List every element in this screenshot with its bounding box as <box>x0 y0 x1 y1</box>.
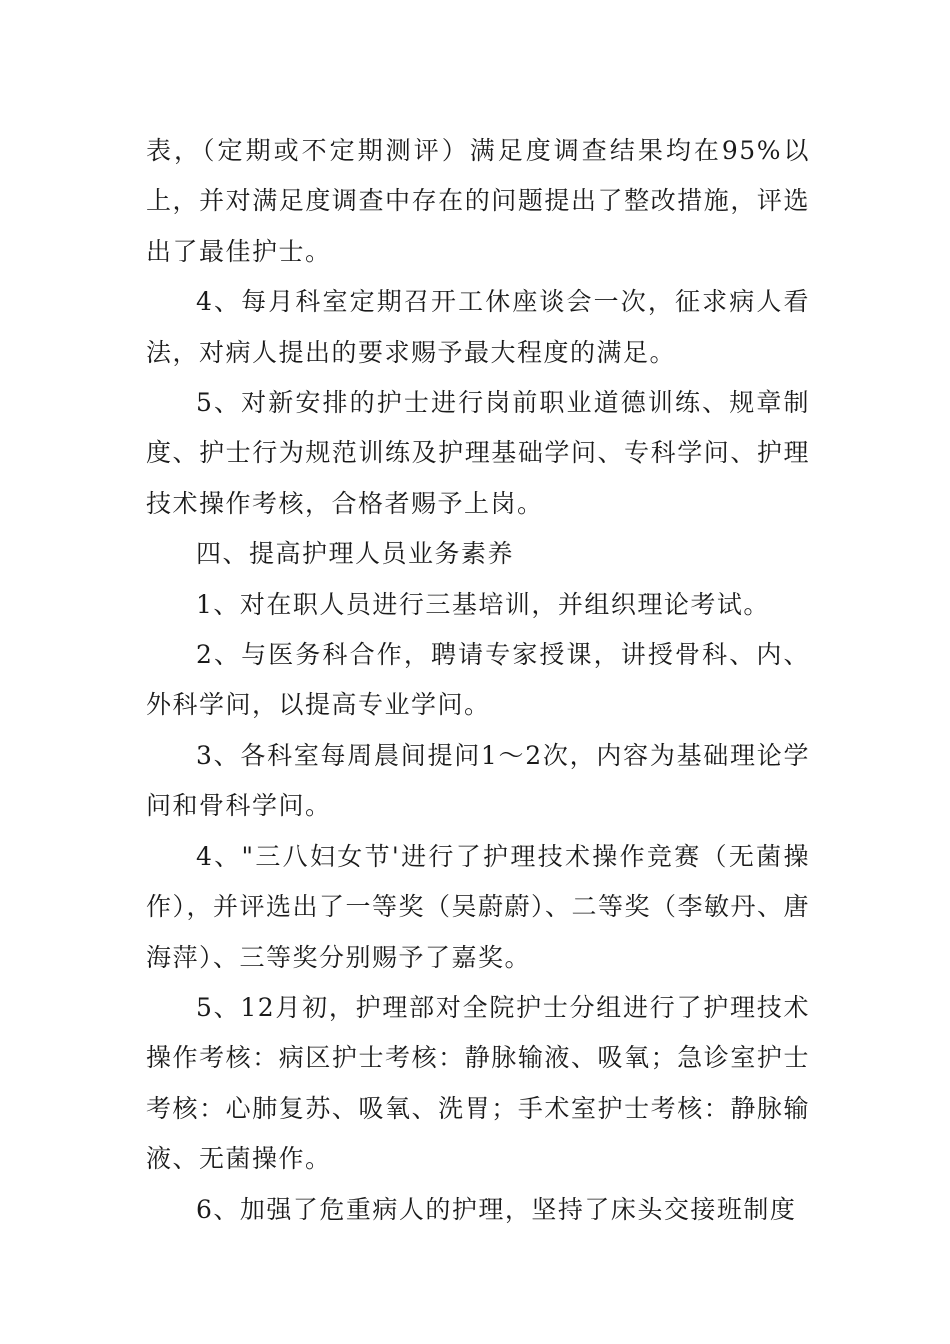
paragraph-item-2-lectures: 2、与医务科合作，聘请专家授课，讲授骨科、内、外科学问，以提高专业学问。 <box>146 640 810 720</box>
paragraph-item-6-critical-care: 6、加强了危重病人的护理，坚持了床头交接班制度 <box>196 1194 797 1224</box>
paragraph-item-5-assessment: 5、12月初，护理部对全院护士分组进行了护理技术操作考核：病区护士考核：静脉输液、吸氧；急诊室护士考核：心肺复苏、吸氧、洗胃；手术室护士考核：静脉输液、无菌操作。 <box>146 992 810 1174</box>
paragraph-item-5-new-nurse-training: 5、对新安排的护士进行岗前职业道德训练、规章制度、护士行为规范训练及护理基础学问、专科学问、护理技术操作考核，合格者赐予上岗。 <box>146 388 810 518</box>
paragraph-satisfaction-survey: 表，（定期或不定期测评）满足度调查结果均在95%以上，并对满足度调查中存在的问题提出了整改措施，评选出了最佳护士。 <box>146 136 810 266</box>
paragraph-item-3-morning-questions: 3、各科室每周晨间提问1～2次，内容为基础理论学问和骨科学问。 <box>146 740 810 821</box>
paragraph-item-1-training: 1、对在职人员进行三基培训，并组织理论考试。 <box>196 589 770 619</box>
section-heading-improve-quality: 四、提高护理人员业务素养 <box>196 539 515 569</box>
paragraph-item-4-forum: 4、每月科室定期召开工休座谈会一次，征求病人看法，对病人提出的要求赐予最大程度的满足。 <box>146 287 810 367</box>
paragraph-item-4-competition: 4、"三八妇女节'进行了护理技术操作竞赛（无菌操作），并评选出了一等奖（吴蔚蔚）、二等奖（李敏丹、唐海萍）、三等奖分别赐予了嘉奖。 <box>146 841 811 972</box>
document-body <box>146 126 810 1235</box>
